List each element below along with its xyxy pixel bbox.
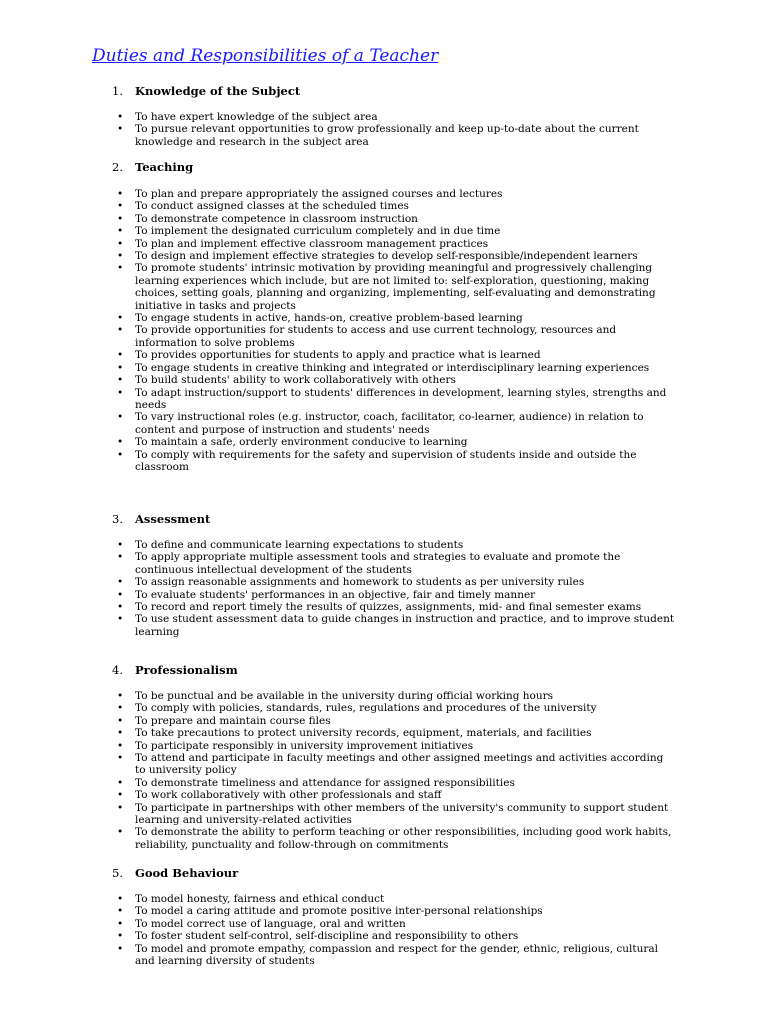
- section-heading-good-behaviour: [112, 866, 238, 880]
- list-item: • To apply appropriate multiple assessment tools and strategies to evaluate and promote the continuous intellectual development of the students: [117, 551, 677, 576]
- list-item: • To evaluate students' performances in an objective, fair and timely manner: [117, 589, 677, 601]
- list-item: • To plan and implement effective classroom management practices: [117, 238, 677, 250]
- list-item: • To maintain a safe, orderly environment conducive to learning: [117, 436, 677, 448]
- list-item: • To promote students' intrinsic motivation by providing meaningful and progressively challenging learning experiences which include, but are not limited to: self-exploration, questioning, making choices, setting goals, planning and organizing, implementing, self-evaluating and demonstrating initiative in tasks and projects: [117, 262, 677, 312]
- list-item: • To adapt instruction/support to students' differences in development, learning styles, strengths and needs: [117, 387, 677, 412]
- section-heading-professionalism: [112, 663, 238, 677]
- list-item: • To demonstrate competence in classroom instruction: [117, 213, 677, 225]
- list-item: • To foster student self-control, self-discipline and responsibility to others: [117, 930, 677, 942]
- section-number: 3.: [112, 512, 123, 526]
- section-list-professionalism: [117, 690, 677, 851]
- section-list-good-behaviour: [117, 893, 677, 967]
- section-title: Assessment: [135, 512, 211, 526]
- list-item: • To model honesty, fairness and ethical conduct: [117, 893, 677, 905]
- section-heading-knowledge: [112, 84, 300, 98]
- list-item: • To build students' ability to work collaboratively with others: [117, 374, 677, 386]
- list-item: • To engage students in active, hands-on, creative problem-based learning: [117, 312, 677, 324]
- list-item: • To prepare and maintain course files: [117, 715, 677, 727]
- list-item: • To assign reasonable assignments and homework to students as per university rules: [117, 576, 677, 588]
- section-title: Knowledge of the Subject: [135, 84, 301, 98]
- list-item: • To have expert knowledge of the subject area: [117, 111, 677, 123]
- list-item: • To vary instructional roles (e.g. instructor, coach, facilitator, co-learner, audience) in relation to content and purpose of instruction and students' needs: [117, 411, 677, 436]
- section-title: Teaching: [135, 160, 194, 174]
- list-item: • To be punctual and be available in the university during official working hours: [117, 690, 677, 702]
- list-item: • To record and report timely the results of quizzes, assignments, mid- and final semester exams: [117, 601, 677, 613]
- list-item: • To participate responsibly in university improvement initiatives: [117, 740, 677, 752]
- list-item: • To implement the designated curriculum completely and in due time: [117, 225, 677, 237]
- document-title: Duties and Responsibilities of a Teacher: [92, 46, 439, 66]
- section-number: 5.: [112, 866, 123, 880]
- list-item: • To demonstrate the ability to perform teaching or other responsibilities, including good work habits, reliability, punctuality and follow-through on commitments: [117, 826, 677, 851]
- section-list-knowledge: [117, 111, 677, 148]
- list-item: • To design and implement effective strategies to develop self-responsible/independent learners: [117, 250, 677, 262]
- list-item: • To pursue relevant opportunities to grow professionally and keep up-to-date about the current knowledge and research in the subject area: [117, 123, 677, 148]
- list-item: • To engage students in creative thinking and integrated or interdisciplinary learning experiences: [117, 362, 677, 374]
- section-number: 2.: [112, 160, 123, 174]
- section-list-assessment: [117, 539, 677, 638]
- section-heading-teaching: [112, 160, 193, 174]
- list-item: • To conduct assigned classes at the scheduled times: [117, 200, 677, 212]
- section-number: 4.: [112, 663, 123, 677]
- list-item: • To take precautions to protect university records, equipment, materials, and facilities: [117, 727, 677, 739]
- section-list-teaching: [117, 188, 677, 473]
- list-item: • To plan and prepare appropriately the assigned courses and lectures: [117, 188, 677, 200]
- list-item: • To provide opportunities for students to access and use current technology, resources and information to solve problems: [117, 324, 677, 349]
- section-heading-assessment: [112, 512, 210, 526]
- list-item: • To work collaboratively with other professionals and staff: [117, 789, 677, 801]
- list-item: • To use student assessment data to guide changes in instruction and practice, and to improve student learning: [117, 613, 677, 638]
- list-item: • To comply with policies, standards, rules, regulations and procedures of the university: [117, 702, 677, 714]
- list-item: • To model a caring attitude and promote positive inter-personal relationships: [117, 905, 677, 917]
- list-item: • To demonstrate timeliness and attendance for assigned responsibilities: [117, 777, 677, 789]
- section-title: Good Behaviour: [135, 866, 239, 880]
- list-item: • To model and promote empathy, compassion and respect for the gender, ethnic, religious, cultural and learning diversity of students: [117, 943, 677, 968]
- list-item: • To participate in partnerships with other members of the university's community to support student learning and university-related activities: [117, 802, 677, 827]
- list-item: • To comply with requirements for the safety and supervision of students inside and outside the classroom: [117, 449, 677, 474]
- section-number: 1.: [112, 84, 123, 98]
- list-item: • To define and communicate learning expectations to students: [117, 539, 677, 551]
- section-title: Professionalism: [135, 663, 238, 677]
- list-item: • To model correct use of language, oral and written: [117, 918, 677, 930]
- list-item: • To provides opportunities for students to apply and practice what is learned: [117, 349, 677, 361]
- list-item: • To attend and participate in faculty meetings and other assigned meetings and activities according to university policy: [117, 752, 677, 777]
